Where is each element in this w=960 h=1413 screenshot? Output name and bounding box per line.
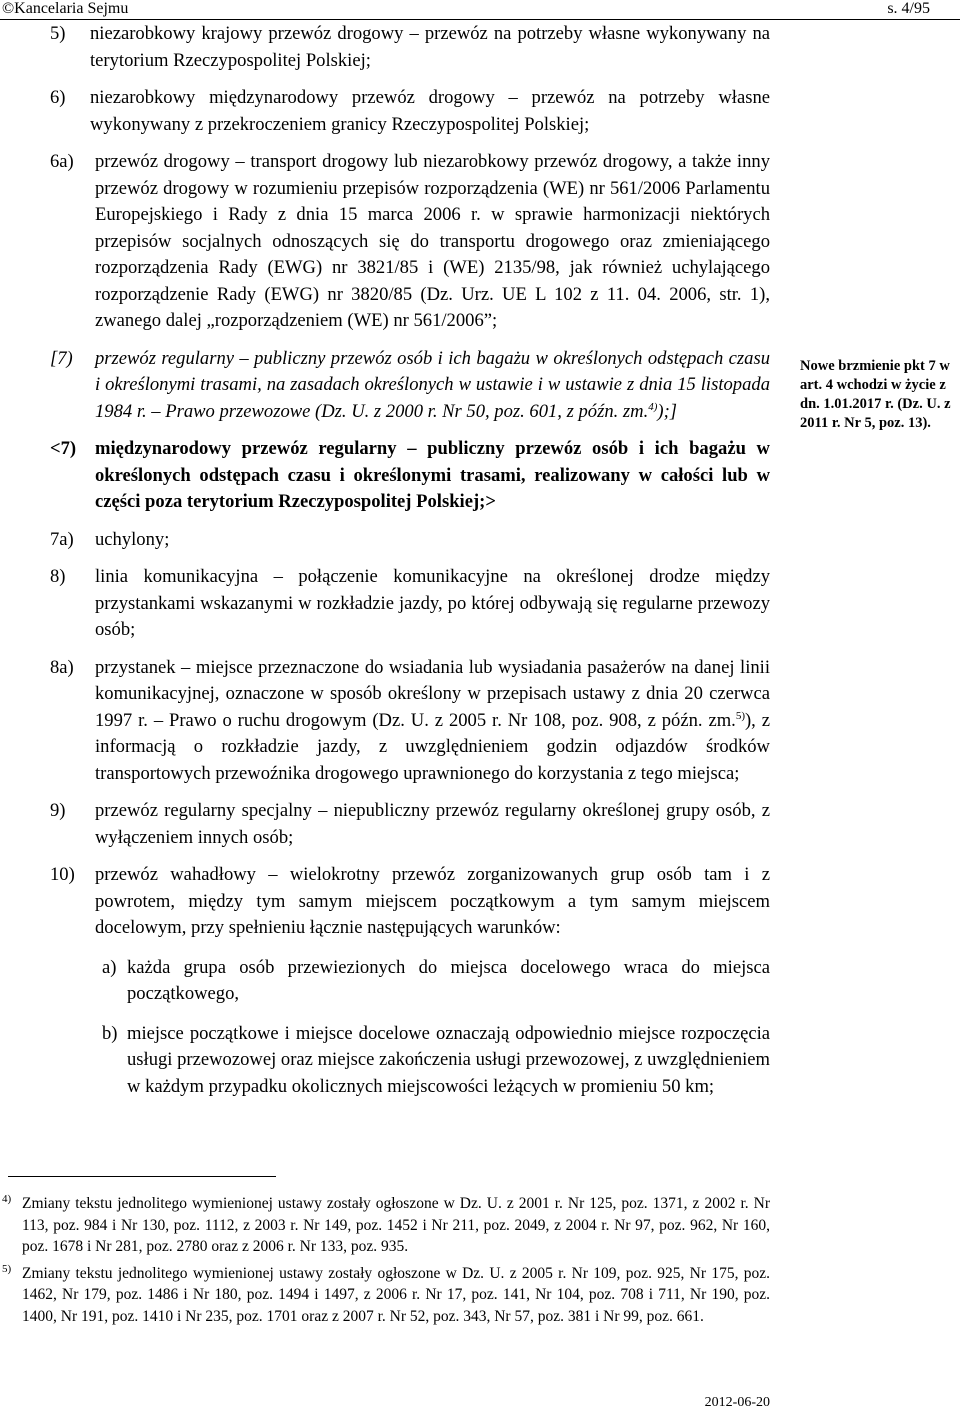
item-number: 5) [50,23,66,44]
item-number: 9) [50,800,66,821]
item-number: 10) [50,864,75,885]
list-item-repealed [50,346,770,426]
list-item [50,21,770,74]
item-number: [7) [50,347,73,369]
item-text: niezarobkowy międzynarodowy przewóz drogowy – przewóz na potrzeby własne wykonywany z przekroczeniem granicy Rzeczypospolitej Polskiej; [90,87,770,135]
item-text: przewóz drogowy – transport drogowy lub niezarobkowy przewóz drogowy, a także inny przewóz drogowy w rozumieniu przepisów rozporządzenia (WE) nr 561/2006 Parlamentu Europejskiego i Rady z dnia 15 marca 2006 r. w sprawie harmonizacji niektórych przepisów socjalnych odnoszących się do transportu drogowego oraz zmieniającego rozporządzenia Rady (EWG) nr 3821/85 i (WE) 2135/98, jak również uchylającego rozporządzenie Rady (EWG) nr 3820/85 (Dz. Urz. UE L 102 z 11. 04. 2006, str. 1), zwanego dalej „rozporządzeniem (WE) nr 561/2006”; [95,151,770,331]
footer-date: 2012-06-20 [704,1395,770,1410]
list-item [50,527,770,554]
footnote-text: Zmiany tekstu jednolitego wymienionej ustawy zostały ogłoszone w Dz. U. z 2001 r. Nr 125, poz. 1371, z 2002 r. Nr 113, poz. 984 i Nr 130, poz. 1112, z 2003 r. Nr 149, poz. 1452 i Nr 211, poz. 2049, z 2004 r. Nr 97, poz. 962, Nr 160, poz. 1678 i Nr 281, poz. 2780 oraz z 2006 r. Nr 133, poz. 935. [22,1195,770,1255]
item-number: 8a) [50,656,74,678]
item-text: miejsce początkowe i miejsce docelowe oznaczają odpowiednio miejsce rozpoczęcia usługi przewozowej oraz miejsce zakończenia usługi przewozowej, z uwzględnieniem w każdym przypadku okolicznych miejscowości leżących w promieniu 50 km; [127,1022,770,1097]
item-number: 8) [50,566,66,587]
item-number: 6a) [50,151,74,172]
footnote-separator [8,1176,276,1177]
sub-item [50,955,770,1008]
header-source: ©Kancelaria Sejmu [2,0,129,17]
item-text: linia komunikacyjna – połączenie komunikacyjne na określonej drodze między przystankami wskazanymi w rozkładzie jazdy, po której odbywają się regularne przewozy osób; [95,566,770,640]
footnotes [2,1193,770,1332]
footnote [2,1263,770,1328]
item-text: przewóz regularny – publiczny przewóz osób i ich bagażu w określonych odstępach czasu i określonymi trasami, na zasadach określonych w ustawie i w ustawie z dnia 15 listopada 1984 r. – Prawo przewozowe (Dz. U. z 2000 r. Nr 50, poz. 601, z późn. zm. [95,347,770,422]
item-letter: b) [102,1022,118,1044]
item-letter: a) [102,956,117,978]
footnote [2,1193,770,1258]
item-text: przystanek – miejsce przeznaczone do wsiadania lub wysiadania pasażerów na danej linii komunikacyjnej, oznaczone w sposób określony w przepisach ustawy z dnia 20 czerwca 1997 r. – Prawo o ruchu drogowym (Dz. U. z 2005 r. Nr 108, poz. 908, z późn. zm. [95,656,770,731]
item-text: uchylony; [95,528,170,550]
footnote-ref: 4) [648,400,658,413]
page-header [0,0,960,20]
item-text: przewóz regularny specjalny – niepubliczny przewóz regularny określonej grupy osób, z wyłączeniem innych osób; [95,800,770,848]
footnote-mark: 4) [2,1193,12,1205]
list-item [50,655,770,788]
header-rule [0,19,960,20]
margin-note: Nowe brzmienie pkt 7 w art. 4 wchodzi w życie z dn. 1.01.2017 r. (Dz. U. z 2011 r. Nr 5, poz. 13). [800,358,951,431]
item-text: niezarobkowy krajowy przewóz drogowy – przewóz na potrzeby własne wykonywany na terytorium Rzeczypospolitej Polskiej; [90,23,770,71]
sub-item [50,1021,770,1101]
footnote-text: Zmiany tekstu jednolitego wymienionej ustawy zostały ogłoszone w Dz. U. z 2005 r. Nr 109, poz. 925, Nr 175, poz. 1462, Nr 179, poz. 1486 i Nr 180, poz. 1494 i 1497, z 2006 r. Nr 17, poz. 141, Nr 104, poz. 708 i 711, Nr 190, poz. 1400, Nr 191, poz. 1410 i Nr 235, poz. 1701 oraz z 2007 r. Nr 52, poz. 343, Nr 57, poz. 381 i Nr 99, poz. 661. [22,1264,770,1325]
page-number: s. 4/95 [887,0,930,17]
item-number: 7a) [50,528,74,550]
item-text: przewóz wahadłowy – wielokrotny przewóz zorganizowanych grup osób tam i z powrotem, między tym samym miejscem początkowym a tym samym miejscem docelowym, przy spełnieniu łącznie następujących warunków: [95,864,770,938]
item-text-tail: );] [657,400,678,422]
item-text: każda grupa osób przewiezionych do miejsca docelowego wraca do miejsca początkowego, [127,956,770,1004]
footnote-mark: 5) [2,1262,12,1275]
item-text-tail: ), z informacją o rozkładzie jazdy, z uwzględnieniem godzin odjazdów środków transportowych przewoźnika drogowego uprawnionego do korzystania z tego miejsca; [95,709,770,784]
item-text: międzynarodowy przewóz regularny – publiczny przewóz osób i ich bagażu w określonych odstępach czasu i określonymi trasami, realizowany w całości lub w części poza terytorium Rzeczypospolitej Polskiej;> [95,438,770,512]
list-item-new [50,436,770,516]
footnote-ref: 5) [735,709,745,722]
document-body [50,21,770,1100]
list-item [50,149,770,335]
list-item [50,564,770,644]
item-number: <7) [50,438,77,459]
list-item [50,85,770,138]
item-number: 6) [50,87,66,108]
list-item [50,798,770,851]
list-item [50,862,770,942]
